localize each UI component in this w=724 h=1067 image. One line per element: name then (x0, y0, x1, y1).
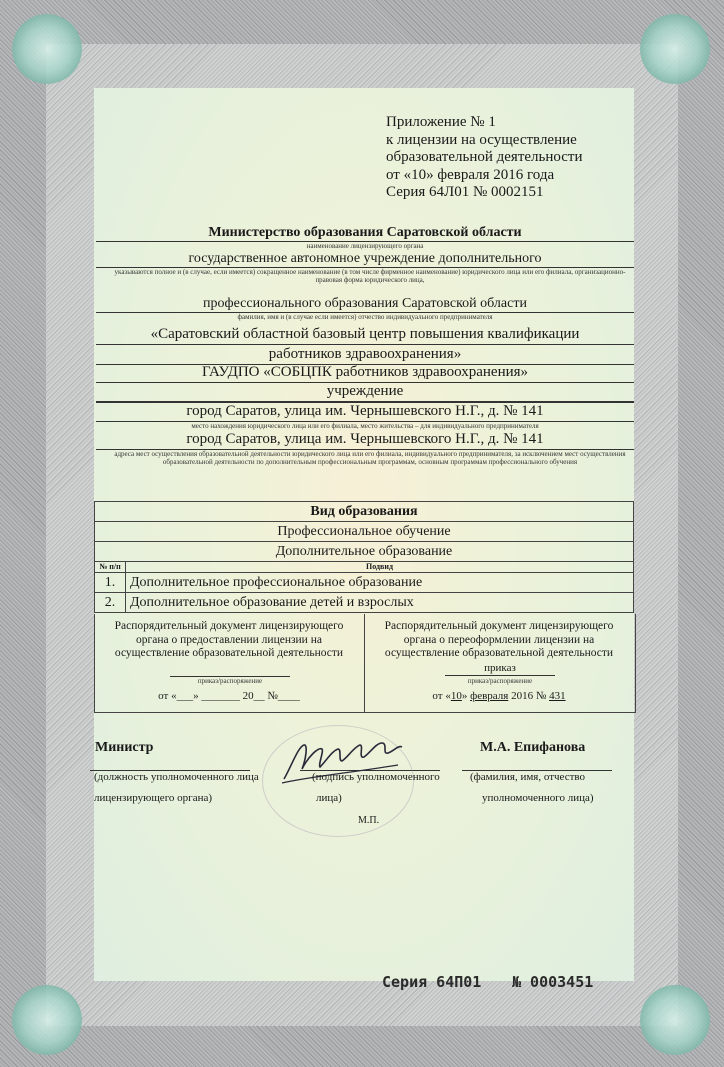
column-header-subtype: Подвид (126, 562, 634, 573)
position-caption: (должность уполномоченного лица (94, 771, 259, 783)
org-name-line: работников здравоохранения» (96, 345, 634, 365)
signer-position: Министр (95, 740, 154, 755)
corner-ornament (640, 985, 710, 1055)
signer-name: М.А. Епифанова (480, 740, 586, 755)
appendix-line: образовательной деятельности (386, 149, 583, 165)
table-row (95, 573, 634, 593)
row-number: 2. (95, 593, 126, 613)
date-year: 2016 № (508, 690, 550, 702)
education-type-table (94, 501, 634, 613)
documents-divider (364, 614, 365, 712)
reissue-document-date (368, 690, 630, 702)
form-series: Серия 64П01 (382, 973, 482, 991)
org-caption: указываются полное и (в случае, если имеется) сокращенное наименование (в том числе фирменное наименование) юридического лица или его филиала, организационно-правовая форма юридического лица, (114, 268, 626, 284)
name-caption: (фамилия, имя, отчество (470, 771, 586, 783)
corner-ornament (12, 985, 82, 1055)
education-kind: Дополнительное образование (95, 542, 634, 562)
position-caption: лицензирующего органа) (94, 792, 213, 804)
entrepreneur-caption: фамилия, имя и (в случае если имеется) отчество индивидуального предпринимателя (237, 313, 493, 321)
reissue-document-type: приказ (445, 662, 555, 676)
appendix-line: Приложение № 1 (386, 114, 496, 130)
ministry-name: Министерство образования Саратовской области (96, 224, 634, 242)
org-name-line: государственное автономное учреждение дополнительного (96, 250, 634, 268)
date-month: февраля (470, 690, 509, 702)
form-number: № 0003451 (512, 973, 594, 991)
org-name-line: «Саратовский областной базовый центр повышения квалификации (96, 325, 634, 345)
legal-address: город Саратов, улица им. Чернышевского Н.Г., д. № 141 (96, 402, 634, 422)
corner-ornament (12, 14, 82, 84)
row-number: 1. (95, 573, 126, 593)
table-header: Вид образования (95, 502, 634, 522)
date-day: 10 (450, 690, 462, 702)
grant-document-text: Распорядительный документ лицензирующего органа о предоставлении лицензии на осуществление образовательной деятельности (114, 620, 344, 659)
appendix-line: Серия 64Л01 № 0002151 (386, 184, 544, 200)
ministry-caption: наименование лицензирующего органа (306, 242, 424, 250)
table-row (95, 593, 634, 613)
education-kind: Профессиональное обучение (95, 522, 634, 542)
grant-document-caption: приказ/распоряжение (197, 677, 263, 685)
grant-document-date: от «___» _______ 20__ №____ (158, 690, 300, 702)
org-short-name: ГАУДПО «СОБЦПК работников здравоохранения» (96, 363, 634, 383)
org-type: учреждение (96, 382, 634, 402)
date-prefix: от « (432, 690, 451, 702)
appendix-line: от «10» февраля 2016 года (386, 166, 555, 183)
reissue-document-text: Распорядительный документ лицензирующего органа о переоформлении лицензии на осуществление образовательной деятельности (384, 620, 614, 659)
order-number: 431 (549, 690, 566, 702)
row-subtype: Дополнительное профессиональное образование (126, 573, 634, 593)
seal-mark: М.П. (358, 815, 380, 826)
date-separator: » (461, 690, 471, 702)
activity-address: город Саратов, улица им. Чернышевского Н.Г., д. № 141 (96, 430, 634, 450)
row-subtype: Дополнительное образование детей и взрослых (126, 593, 634, 613)
signature-caption: лица) (316, 792, 342, 804)
signature-caption: (подпись уполномоченного (312, 771, 440, 783)
address-caption: место нахождения юридического лица или его филиала, место жительства – для индивидуального предпринимателя (191, 422, 539, 430)
appendix-header (386, 114, 583, 202)
reissue-document-caption: приказ/распоряжение (467, 677, 533, 685)
activity-address-caption: адреса мест осуществления образовательной деятельности юридического лица или его филиала, индивидуального предпринимателя, за исключением мест осуществления образовательной деятельности по дополнительным профессиональным программам, основным программам профессионального обучения (114, 450, 626, 466)
corner-ornament (640, 14, 710, 84)
appendix-line: к лицензии на осуществление (386, 131, 577, 148)
name-caption: уполномоченного лица) (482, 792, 594, 804)
org-name-line: профессионального образования Саратовской области (96, 295, 634, 313)
blank-line (170, 670, 290, 677)
column-header-number: № п/п (95, 562, 126, 573)
